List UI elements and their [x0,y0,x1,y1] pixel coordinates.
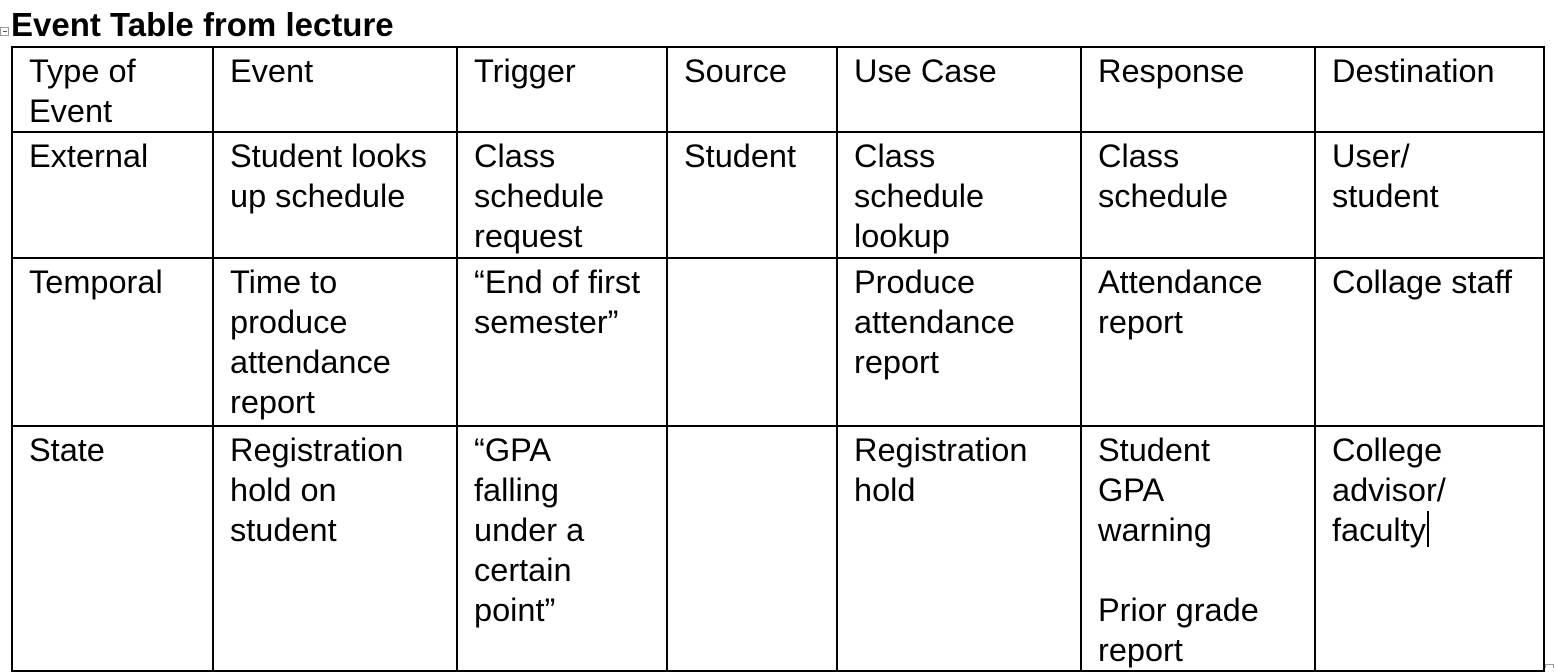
cell-text-line: Student looks [230,138,427,174]
table-row [12,132,1544,258]
table-cell-destination[interactable] [1315,132,1544,258]
header-cell-destination[interactable] [1315,47,1544,132]
cell-text-line: hold on [230,472,337,508]
cell-text-line: GPA [1098,472,1165,508]
cell-text-line: Destination [1332,53,1495,89]
cell-text-line: “End of first [474,264,641,300]
cell-text-line: produce [230,304,348,340]
table-cell-destination[interactable] [1315,426,1544,671]
table-cell-source[interactable] [667,426,837,671]
table-cell-source[interactable] [667,132,837,258]
page-title: Event Table from lecture [11,6,394,43]
table-cell-type-of-event[interactable] [12,426,213,671]
cell-text-line: falling [474,472,559,508]
table-row [12,258,1544,426]
header-cell-use-case[interactable] [837,47,1081,132]
cell-text-line: report [854,344,939,380]
table-resize-handle-icon[interactable] [1545,664,1554,668]
table-move-handle-icon[interactable] [0,27,9,36]
header-cell-source[interactable] [667,47,837,132]
cell-text-line: Student [1098,432,1211,468]
cell-text-line: report [1098,632,1183,668]
table-cell-type-of-event[interactable] [12,132,213,258]
table-cell-use-case[interactable] [837,132,1081,258]
cell-text-line: “GPA [474,432,552,468]
cell-text-line: attendance [230,344,391,380]
header-cell-type-of-event[interactable] [12,47,213,132]
cell-text-line: faculty [1332,510,1537,550]
cell-text-line: Student [684,138,797,174]
cell-text-line: Temporal [29,264,163,300]
cell-text-line: certain [474,552,572,588]
header-cell-response[interactable] [1081,47,1315,132]
cell-text-line: Produce [854,264,976,300]
table-row [12,426,1544,671]
table-cell-use-case[interactable] [837,426,1081,671]
cell-text-line: report [230,384,315,420]
cell-text-line: report [1098,304,1183,340]
header-cell-trigger[interactable] [457,47,667,132]
cell-text-line: Class [1098,138,1180,174]
cell-text-line: schedule [474,178,605,214]
cell-text-line: student [230,512,337,548]
cell-text-line: schedule [1098,178,1229,214]
table-cell-event[interactable] [213,426,457,671]
cell-text-line: External [29,138,149,174]
cell-text-line: College [1332,432,1443,468]
cell-text-line: State [29,432,105,468]
event-table [11,46,1545,672]
header-cell-event[interactable] [213,47,457,132]
cell-text-line: Prior grade [1098,592,1259,628]
cell-text-line: Time to [230,264,338,300]
table-cell-trigger[interactable] [457,132,667,258]
table-cell-destination[interactable] [1315,258,1544,426]
cell-text-line: up schedule [230,178,406,214]
table-cell-event[interactable] [213,132,457,258]
cell-blank-line [1098,550,1308,590]
cell-text-line: Attendance [1098,264,1263,300]
cell-text-line: Event [230,53,314,89]
cell-text-line: student [1332,178,1439,214]
cell-text-line: advisor/ [1332,472,1446,508]
cell-text-line: Class [474,138,556,174]
cell-text-line: User/ [1332,138,1410,174]
cell-text-line: Source [684,53,787,89]
table-cell-type-of-event[interactable] [12,258,213,426]
event-table-body [12,47,1544,671]
table-cell-use-case[interactable] [837,258,1081,426]
cell-text-line: attendance [854,304,1015,340]
text-cursor [1427,511,1429,547]
cell-text-line: Registration [854,432,1028,468]
table-cell-trigger[interactable] [457,426,667,671]
cell-text-line: hold [854,472,916,508]
table-cell-event[interactable] [213,258,457,426]
cell-text-line: semester” [474,304,619,340]
table-cell-trigger[interactable] [457,258,667,426]
cell-text-line: Registration [230,432,404,468]
cell-text-line: warning [1098,512,1212,548]
cell-text-line: Class [854,138,936,174]
table-cell-response[interactable] [1081,132,1315,258]
cell-text-line: Trigger [474,53,576,89]
cell-text-line: lookup [854,218,950,254]
cell-text-line: request [474,218,583,254]
cell-text-line: Use Case [854,53,997,89]
table-cell-response[interactable] [1081,258,1315,426]
cell-text-line: Response [1098,53,1245,89]
table-header-row [12,47,1544,132]
table-cell-source[interactable] [667,258,837,426]
cell-text-line: Type of [29,53,136,89]
cell-text-line: Collage staff [1332,264,1513,300]
cell-text-line: Event [29,93,113,129]
table-cell-response[interactable] [1081,426,1315,671]
cell-text-line: under a [474,512,585,548]
cell-text-line: point” [474,592,556,628]
cell-text-line: schedule [854,178,985,214]
